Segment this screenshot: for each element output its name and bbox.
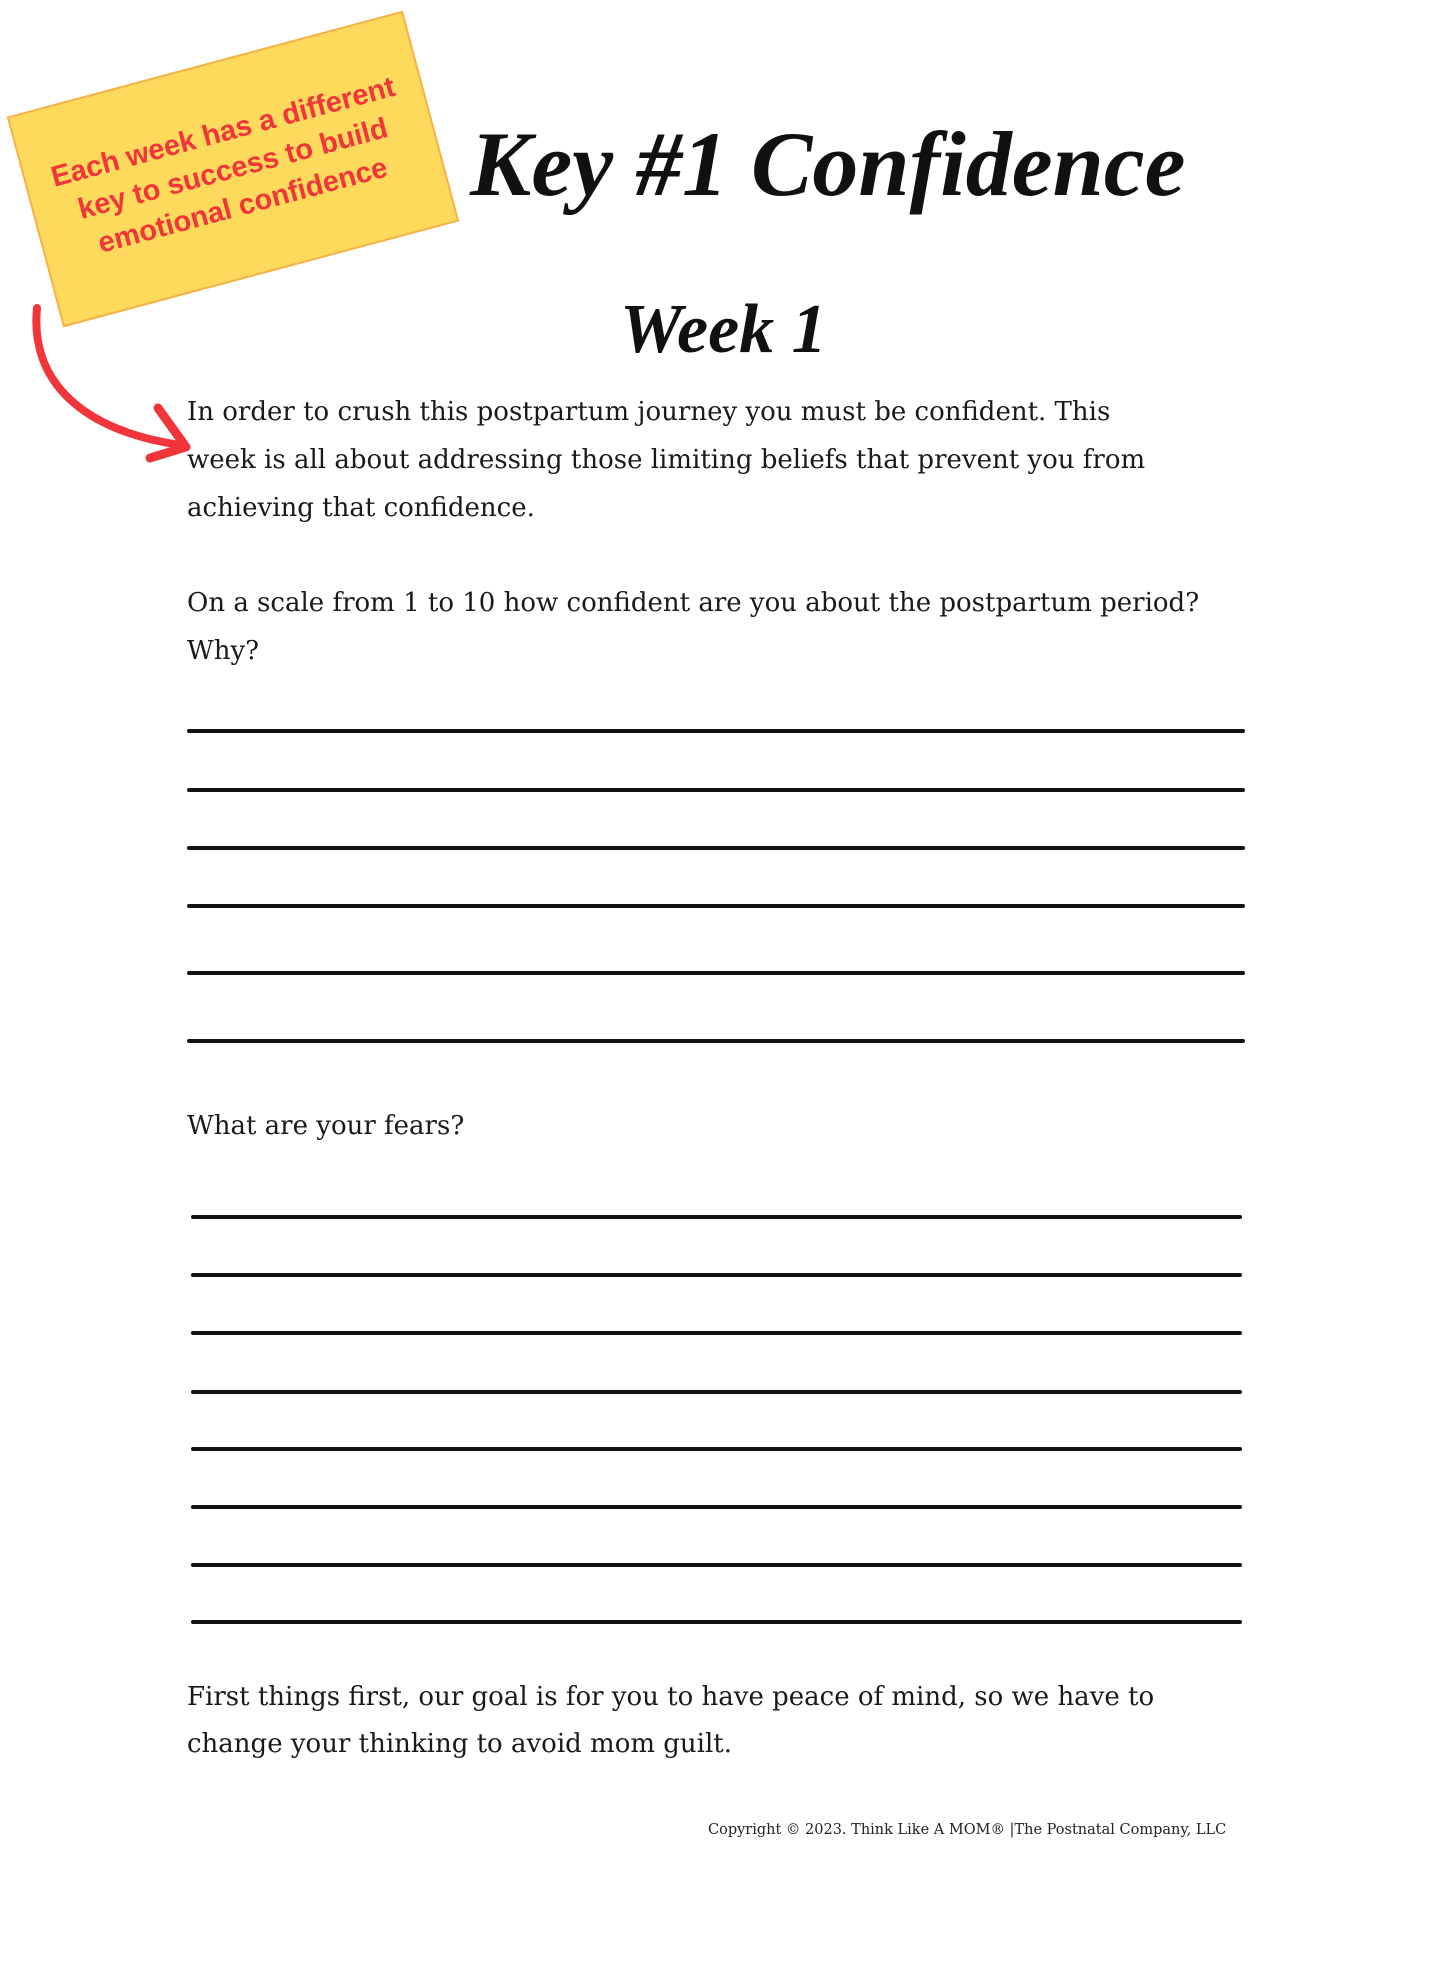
week-heading: Week 1: [620, 291, 827, 368]
sticky-note-callout: [7, 11, 459, 328]
page-title: Key #1 Confidence: [470, 113, 1186, 215]
answer-line[interactable]: [187, 729, 1245, 733]
answer-line[interactable]: [187, 904, 1245, 908]
answer-line[interactable]: [187, 846, 1245, 850]
answer-line[interactable]: [187, 971, 1245, 975]
intro-line: In order to crush this postpartum journey you must be confident. This: [187, 397, 1111, 427]
intro-line: week is all about addressing those limiting beliefs that prevent you from: [187, 445, 1146, 475]
copyright: Copyright © 2023. Think Like A MOM® |The Postnatal Company, LLC: [708, 1822, 1227, 1838]
question-confidence: On a scale from 1 to 10 how confident are you about the postpartum period?: [187, 588, 1200, 618]
answer-line[interactable]: [191, 1563, 1242, 1567]
answer-line[interactable]: [187, 1039, 1245, 1043]
sticky-note-text: Each week has a different key to success to build emotional confidence: [47, 70, 399, 260]
closing-line: First things first, our goal is for you to have peace of mind, so we have to: [187, 1682, 1155, 1712]
answer-line[interactable]: [191, 1273, 1242, 1277]
question-confidence-why: Why?: [187, 636, 260, 666]
closing-line: change your thinking to avoid mom guilt.: [187, 1729, 732, 1759]
answer-line[interactable]: [191, 1620, 1242, 1624]
answer-line[interactable]: [191, 1215, 1242, 1219]
answer-line[interactable]: [187, 788, 1245, 792]
answer-line[interactable]: [191, 1331, 1242, 1335]
answer-line[interactable]: [191, 1390, 1242, 1394]
question-fears: What are your fears?: [187, 1111, 465, 1141]
intro-line: achieving that confidence.: [187, 493, 535, 523]
answer-line[interactable]: [191, 1505, 1242, 1509]
answer-line[interactable]: [191, 1447, 1242, 1451]
